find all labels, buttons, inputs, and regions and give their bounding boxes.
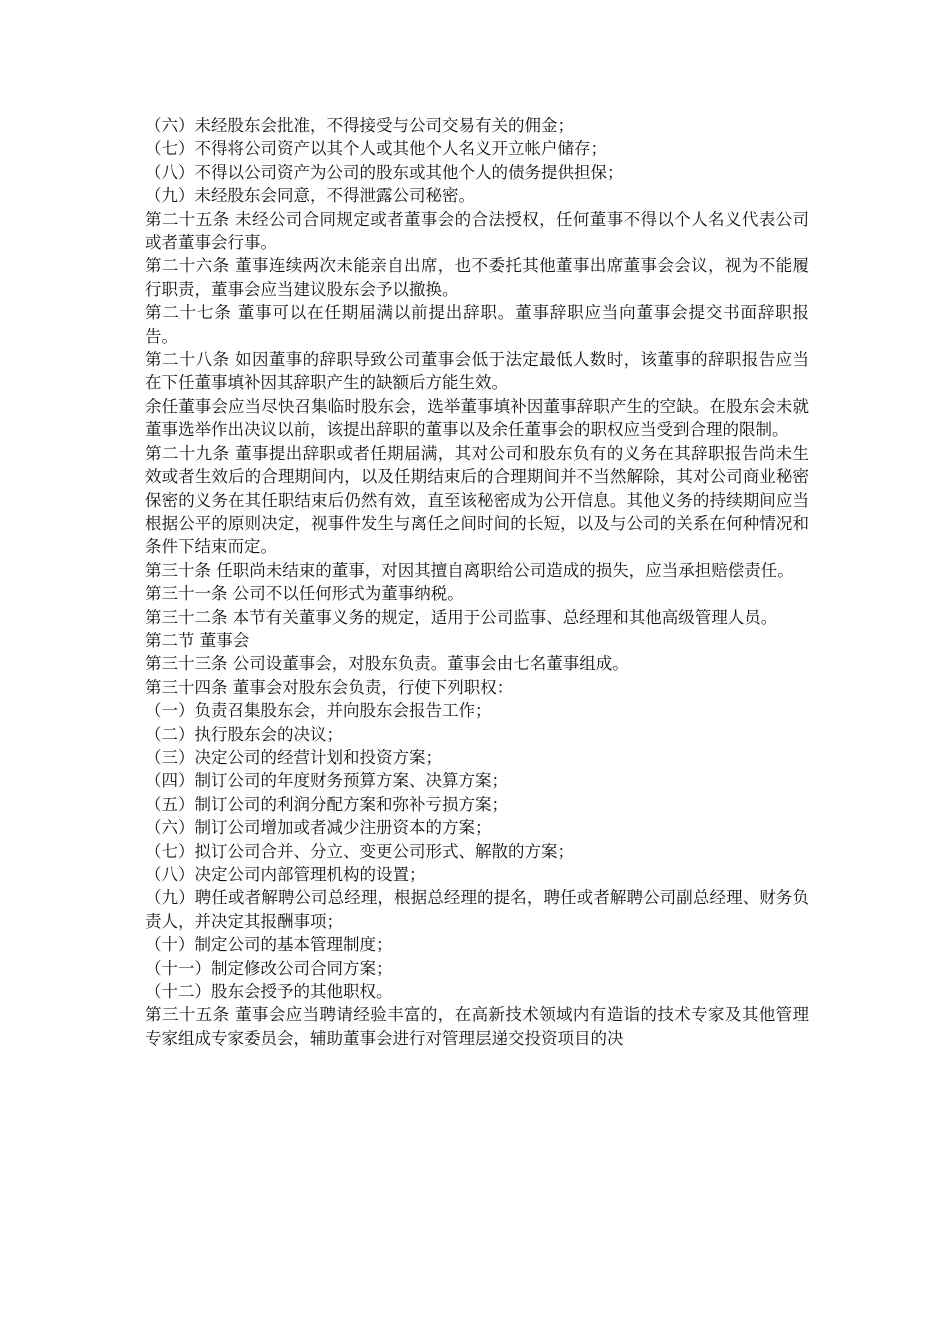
- article-32: 第三十二条 本节有关董事义务的规定，适用于公司监事、总经理和其他高级管理人员。: [145, 607, 778, 627]
- list-item: （六）制订公司增加或者减少注册资本的方案；: [145, 818, 492, 838]
- article-29: 第二十九条 董事提出辞职或者任期届满，其对公司和股东负有的义务在其辞职报告尚未生效或者生效后的合理期间内，以及任期结束后的合理期间并不当然解除，其对公司商业秘密保密的义务在其任职结束后仍然有效，直至该秘密成为公开信息。其他义务的持续期间应当根据公平的原则决定，视事件发生与离任之间时间的长短，以及与公司的关系在何种情况和条件下结束而定。: [145, 443, 809, 557]
- article-35: 第三十五条 董事会应当聘请经验丰富的，在高新技术领域内有造诣的技术专家及其他管理专家组成专家委员会，辅助董事会进行对管理层递交投资项目的决: [145, 1005, 809, 1048]
- list-item: （七）拟订公司合并、分立、变更公司形式、解散的方案；: [145, 841, 574, 861]
- list-item: （一）负责召集股东会，并向股东会报告工作；: [145, 701, 492, 721]
- article-34: 第三十四条 董事会对股东会负责，行使下列职权：: [145, 677, 514, 697]
- article-30: 第三十条 任职尚未结束的董事，对因其擅自离职给公司造成的损失，应当承担赔偿责任。: [145, 560, 794, 580]
- list-item: （五）制订公司的利润分配方案和弥补亏损方案；: [145, 794, 508, 814]
- paragraph: （九）未经股东会同意，不得泄露公司秘密。: [145, 186, 475, 206]
- article-33: 第三十三条 公司设董事会，对股东负责。董事会由七名董事组成。: [145, 654, 629, 674]
- list-item: （四）制订公司的年度财务预算方案、决算方案；: [145, 771, 508, 791]
- paragraph: （七）不得将公司资产以其个人或其他个人名义开立帐户储存；: [145, 139, 607, 159]
- article-28: 第二十八条 如因董事的辞职导致公司董事会低于法定最低人数时，该董事的辞职报告应当在下任董事填补因其辞职产生的缺额后方能生效。: [145, 350, 809, 393]
- list-item: （九）聘任或者解聘公司总经理，根据总经理的提名，聘任或者解聘公司副总经理、财务负责人，并决定其报酬事项；: [145, 888, 809, 931]
- article-27: 第二十七条 董事可以在任期届满以前提出辞职。董事辞职应当向董事会提交书面辞职报告。: [145, 303, 809, 346]
- article-25: 第二十五条 未经公司合同规定或者董事会的合法授权，任何董事不得以个人名义代表公司或者董事会行事。: [145, 209, 809, 253]
- section-heading: 第二节 董事会: [145, 630, 250, 650]
- list-item: （十一）制定修改公司合同方案；: [145, 958, 393, 978]
- paragraph: 余任董事会应当尽快召集临时股东会，选举董事填补因董事辞职产生的空缺。在股东会未就董事选举作出决议以前，该提出辞职的董事以及余任董事会的职权应当受到合理的限制。: [145, 396, 809, 440]
- paragraph: （八）不得以公司资产为公司的股东或其他个人的债务提供担保；: [145, 162, 624, 182]
- list-item: （三）决定公司的经营计划和投资方案；: [145, 747, 442, 767]
- paragraph: （六）未经股东会批准，不得接受与公司交易有关的佣金；: [145, 116, 574, 135]
- article-31: 第三十一条 公司不以任何形式为董事纳税。: [145, 584, 464, 604]
- list-item: （二）执行股东会的决议；: [145, 724, 343, 744]
- list-item: （八）决定公司内部管理机构的设置；: [145, 865, 426, 884]
- article-26: 第二十六条 董事连续两次未能亲自出席，也不委托其他董事出席董事会会议，视为不能履行职责，董事会应当建议股东会予以撤换。: [145, 256, 809, 299]
- document-body: [145, 114, 809, 1050]
- list-item: （十二）股东会授予的其他职权。: [145, 982, 393, 1002]
- list-item: （十）制定公司的基本管理制度；: [145, 935, 393, 955]
